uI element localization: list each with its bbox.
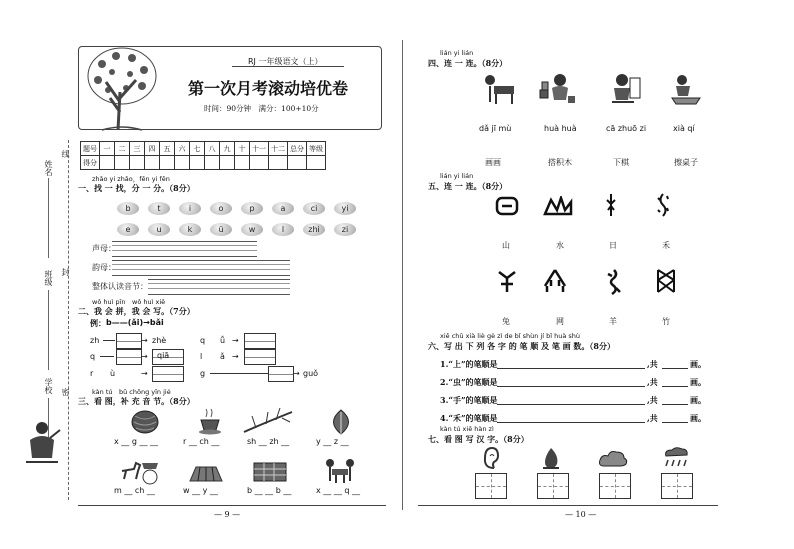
letter-bubble: p: [241, 202, 263, 215]
q5-char: 水: [556, 241, 564, 250]
q5-char: 羊: [609, 317, 617, 326]
letter-bubble: l: [272, 223, 294, 236]
mi-label: 密: [61, 388, 70, 396]
arrow-icon: →: [293, 369, 300, 378]
score-cell: 题号: [81, 142, 100, 156]
series-divider: [232, 66, 344, 67]
g-result: guǒ: [303, 369, 319, 378]
letter-bubble: ü: [210, 223, 232, 236]
q2-initial: q: [200, 336, 206, 345]
score-input-cell[interactable]: [115, 156, 130, 170]
score-table: [80, 141, 326, 170]
oracle-grain-icon: [604, 192, 618, 218]
letter-bubble: zhi: [303, 223, 325, 236]
q2-pinyin: wǒ huì pīn wǒ huì xiě: [92, 298, 166, 306]
q5-char: 日: [609, 241, 617, 250]
result-box: [152, 349, 184, 365]
horse-cart-icon: [118, 457, 160, 485]
q5-heading: 五、连 一 连。（8分）: [428, 181, 508, 191]
chess-players-icon: [322, 457, 358, 485]
tree-icon: [82, 42, 162, 134]
q5-char: 网: [556, 317, 564, 326]
q4-heading: 四、连 一 连。（8分）: [428, 58, 508, 68]
q5-char: 山: [502, 241, 510, 250]
writing-grid[interactable]: [661, 473, 693, 499]
letter-bubble: ci: [303, 202, 325, 215]
scholar-illustration-icon: [22, 418, 62, 466]
q3-answer[interactable]: r __ ch __: [183, 437, 220, 446]
teacup-icon: [196, 408, 224, 436]
score-cell: 四: [145, 142, 160, 156]
hua-label: 画。: [690, 395, 706, 405]
q7-heading: 七、看 图 写 汉 字。（8分）: [428, 434, 529, 444]
stroke-count-line[interactable]: [662, 376, 688, 387]
q5-char: 禾: [662, 241, 670, 250]
oracle-sun-icon: [495, 196, 519, 216]
initials-label: 声母：: [92, 244, 116, 253]
example-text: b——(ǎi)→bǎi: [106, 318, 164, 327]
answer-box[interactable]: [244, 349, 276, 365]
score-cell: 一: [100, 142, 115, 156]
score-input-cell[interactable]: [235, 156, 250, 170]
xian-label: 线: [61, 150, 70, 158]
letter-bubble: w: [241, 223, 263, 236]
exam-title: 第一次月考滚动培优卷: [188, 79, 349, 98]
score-row-label: 得分: [81, 156, 100, 170]
score-input-cell[interactable]: [190, 156, 205, 170]
series-label: RJ 一年级语文（上）: [248, 57, 323, 66]
letter-bubble: b: [117, 202, 139, 215]
kid-building-blocks-icon: [538, 72, 576, 106]
letter-bubble: k: [179, 223, 201, 236]
hua-label: 画。: [690, 413, 706, 423]
binding-line: [68, 140, 69, 500]
answer-box[interactable]: [116, 349, 142, 365]
fire-icon: [541, 446, 561, 470]
letter-bubble: i: [179, 202, 201, 215]
q4-pinyin-item: huà huà: [544, 124, 577, 133]
answer-box[interactable]: [152, 366, 184, 382]
score-cell: 九: [220, 142, 235, 156]
score-header-row: [81, 142, 326, 156]
feng-label: 封: [61, 268, 70, 276]
q-result: qiā: [157, 351, 170, 360]
stroke-order-line[interactable]: [497, 358, 645, 369]
stroke-count-line[interactable]: [662, 412, 688, 423]
q7-pinyin: kàn tú xiě hàn zì: [440, 425, 494, 433]
score-input-cell[interactable]: [100, 156, 115, 170]
score-cell: 六: [175, 142, 190, 156]
oracle-mountain-icon: [543, 196, 573, 216]
arrow-line: [210, 373, 268, 374]
score-cell: 总分: [288, 142, 307, 156]
letter-bubble: zi: [334, 223, 356, 236]
score-cell: 十二: [269, 142, 288, 156]
time-info: 时间：90分钟 满分：100+10分: [204, 104, 319, 113]
q4-word: 画画: [485, 158, 501, 167]
score-cell: 五: [160, 142, 175, 156]
letter-bubble: t: [148, 202, 170, 215]
arrow-icon: →: [141, 369, 148, 378]
score-cell: 十一: [250, 142, 269, 156]
r-initial: r: [90, 369, 94, 378]
page-footer-line: [418, 505, 718, 506]
q1-pinyin: zhǎo yi zhǎo，fēn yi fēn: [92, 175, 170, 183]
cloud-icon: [598, 446, 628, 470]
score-cell: 七: [190, 142, 205, 156]
writing-grid[interactable]: [475, 473, 507, 499]
arrow-line: [100, 356, 114, 357]
stroke-count-line[interactable]: [662, 358, 688, 369]
whole-syllables-writing-line[interactable]: [148, 279, 290, 295]
score-cell: 十: [235, 142, 250, 156]
q6-item: 3.“手”的笔顺是: [440, 395, 498, 405]
letter-bubble: e: [117, 223, 139, 236]
oracle-bamboo-icon: [542, 268, 568, 294]
q3-answer[interactable]: m __ ch __: [114, 486, 155, 495]
score-value-row: [81, 156, 326, 170]
q4-pinyin-item: dǎ jī mù: [479, 124, 512, 133]
gong-label: ,共: [647, 413, 658, 423]
q3-answer[interactable]: b __ __ b __: [247, 486, 292, 495]
q4-word: 下棋: [613, 158, 629, 167]
score-input-cell[interactable]: [160, 156, 175, 170]
stroke-order-line[interactable]: [497, 376, 645, 387]
stroke-order-line[interactable]: [497, 412, 645, 423]
watermelon-icon: [130, 408, 160, 436]
school-label: 学校: [44, 378, 53, 394]
letter-bubble: o: [210, 202, 232, 215]
q3-answer[interactable]: sh __ zh __: [247, 437, 290, 446]
page-footer-line: [78, 505, 386, 506]
q1-heading: 一、找 一 找，分 一 分。（8分）: [78, 183, 195, 193]
q3-answer[interactable]: y __ z __: [316, 437, 349, 446]
l-initial: l: [200, 352, 203, 361]
score-input-cell[interactable]: [130, 156, 145, 170]
class-line: [48, 290, 49, 370]
stroke-order-line[interactable]: [497, 394, 645, 405]
leaf-icon: [326, 408, 356, 436]
score-input-cell[interactable]: [175, 156, 190, 170]
r-final: ù: [110, 369, 116, 378]
letter-bubble: u: [148, 223, 170, 236]
q5-pinyin: lián yi lián: [440, 172, 474, 180]
score-cell: 二: [115, 142, 130, 156]
gong-label: ,共: [647, 395, 658, 405]
letter-bubble: a: [272, 202, 294, 215]
arrow-icon: →: [232, 336, 239, 345]
writing-grid[interactable]: [537, 473, 569, 499]
zh-result: zhè: [152, 336, 167, 345]
arrow-line: [103, 340, 115, 341]
branch-icon: [242, 406, 294, 436]
kid-wiping-table-icon: [478, 72, 516, 106]
g-initial: g: [200, 369, 206, 378]
q4-pinyin: lián yi lián: [440, 49, 474, 57]
page-divider: [402, 40, 403, 510]
score-cell: 等级: [307, 142, 326, 156]
q3-answer[interactable]: x __ g __ __: [114, 437, 158, 446]
whole-syllables-label: 整体认读音节：: [92, 282, 148, 291]
hua-label: 画。: [690, 359, 706, 369]
oracle-net-icon: [656, 268, 676, 294]
score-cell: 三: [130, 142, 145, 156]
q6-item: 4.“禾”的笔顺是: [440, 413, 498, 423]
l-final: ǎ: [220, 352, 225, 361]
stroke-count-line[interactable]: [662, 394, 688, 405]
letter-bubble: yi: [334, 202, 356, 215]
example-label: 例：: [90, 318, 106, 328]
q4-pinyin-item: xià qí: [673, 124, 695, 133]
q2-final: ǚ: [220, 336, 226, 345]
ear-icon: [480, 446, 500, 470]
oracle-rabbit-icon: [604, 268, 622, 296]
kid-playing-chess-icon: [668, 72, 704, 106]
oracle-water-icon: [656, 192, 670, 218]
score-input-cell[interactable]: [250, 156, 269, 170]
hua-label: 画。: [690, 377, 706, 387]
oracle-sheep-icon: [497, 268, 517, 294]
page-number-left: — 9 —: [214, 510, 241, 519]
score-input-cell[interactable]: [269, 156, 288, 170]
answer-box[interactable]: [268, 366, 294, 382]
q4-pinyin-item: cā zhuō zi: [606, 124, 647, 133]
q5-char: 竹: [662, 317, 670, 326]
q6-item: 1.“上”的笔顺是: [440, 359, 498, 369]
q6-heading: 六、写 出 下 列 各 字 的 笔 顺 及 笔 画 数。（8分）: [428, 341, 615, 351]
class-label: 班级: [44, 270, 53, 286]
score-input-cell[interactable]: [145, 156, 160, 170]
score-cell: 八: [205, 142, 220, 156]
gong-label: ,共: [647, 377, 658, 387]
arrow-icon: →: [232, 352, 239, 361]
q3-answer[interactable]: x __ __ q __: [316, 486, 360, 495]
q-initial: q: [90, 352, 96, 361]
score-input-cell[interactable]: [288, 156, 307, 170]
q4-word: 搭积木: [548, 158, 572, 167]
q6-pinyin: xiě chū xià liè gè zì de bǐ shùn jí bǐ huà shù: [440, 332, 581, 340]
score-input-cell[interactable]: [307, 156, 326, 170]
initials-writing-line[interactable]: [112, 241, 257, 257]
answer-box[interactable]: [244, 333, 276, 349]
cookies-icon: [252, 457, 288, 485]
q2-heading: 二、我 会 拼，我 会 写。（7分）: [78, 306, 195, 316]
finals-writing-line[interactable]: [112, 260, 290, 276]
arrow-icon: →: [141, 336, 148, 345]
q3-heading: 三、看 图，补 充 音 节。（8分）: [78, 396, 195, 406]
name-line: [48, 178, 49, 258]
q6-item: 2.“虫”的笔顺是: [440, 377, 498, 387]
answer-box[interactable]: [116, 333, 142, 349]
tiles-icon: [188, 457, 224, 485]
writing-grid[interactable]: [599, 473, 631, 499]
score-input-cell[interactable]: [205, 156, 220, 170]
q4-word: 擦桌子: [674, 158, 698, 167]
finals-label: 韵母：: [92, 263, 116, 272]
rain-icon: [662, 446, 690, 470]
zh-initial: zh: [90, 336, 100, 345]
score-input-cell[interactable]: [220, 156, 235, 170]
q5-char: 兔: [502, 317, 510, 326]
gong-label: ,共: [647, 359, 658, 369]
q3-answer[interactable]: w __ y __: [183, 486, 218, 495]
page-number-right: — 10 —: [565, 510, 597, 519]
q3-pinyin: kàn tú bǔ chōng yīn jié: [92, 388, 171, 396]
name-label: 姓名: [44, 160, 53, 176]
kid-drawing-icon: [604, 72, 642, 106]
arrow-icon: →: [141, 352, 148, 361]
